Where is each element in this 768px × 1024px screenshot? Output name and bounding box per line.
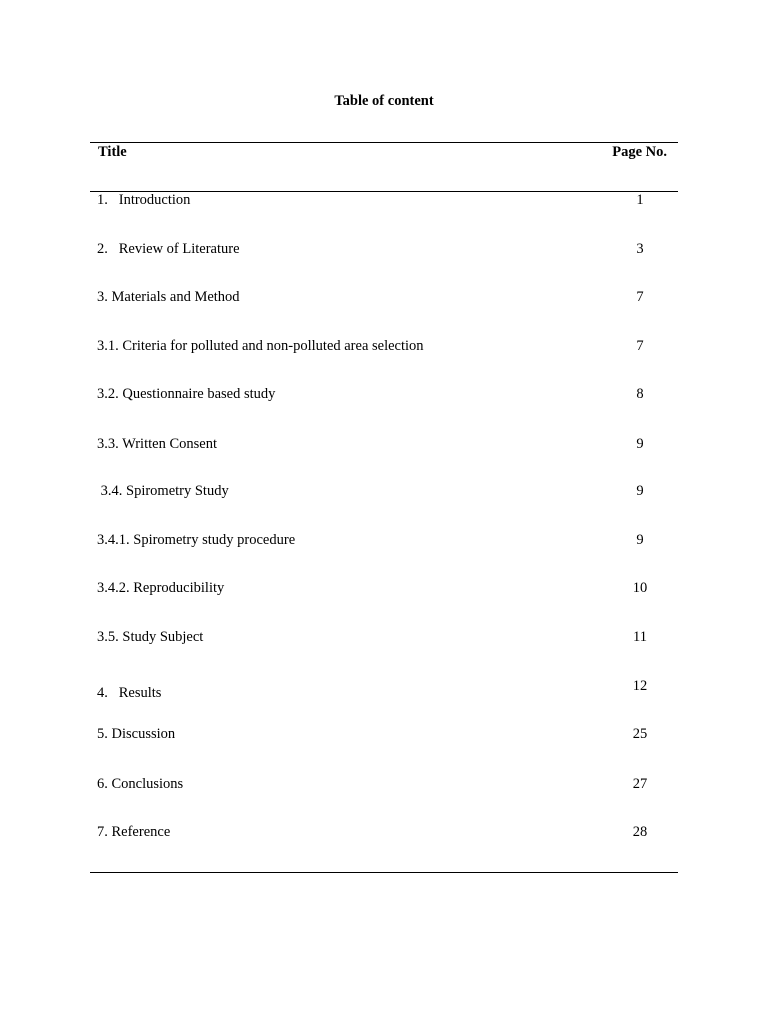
toc-entry-title: 3. Materials and Method — [97, 289, 240, 305]
toc-entry — [0, 725, 768, 745]
toc-entry-title: 6. Conclusions — [97, 776, 184, 792]
toc-entry-title: 5. Discussion — [97, 726, 176, 742]
toc-entry — [0, 823, 768, 843]
toc-entry — [0, 385, 768, 405]
toc-entry — [0, 435, 768, 455]
toc-entry-title: 3.1. Criteria for polluted and non-polluted area selection — [97, 338, 424, 354]
toc-entry-title: 3.4. Spirometry Study — [97, 483, 229, 499]
toc-entry — [0, 531, 768, 551]
toc-entry-title: 3.3. Written Consent — [97, 436, 217, 452]
toc-entry-page: 9 — [636, 532, 644, 548]
toc-entry-title: 3.4.2. Reproducibility — [97, 580, 225, 596]
toc-entry — [0, 628, 768, 648]
page-title: Table of content — [334, 93, 434, 109]
toc-entry-title: 3.4.1. Spirometry study procedure — [97, 532, 296, 548]
toc-entry-title: 2. Review of Literature — [97, 241, 240, 257]
table-bottom-rule — [90, 872, 678, 873]
toc-entry-page: 9 — [636, 436, 644, 452]
toc-entry-title: 4. Results — [97, 685, 162, 701]
toc-entry — [0, 775, 768, 795]
toc-entry — [0, 288, 768, 308]
toc-entry-title: 3.2. Questionnaire based study — [97, 386, 276, 402]
toc-entry-page: 9 — [636, 483, 644, 499]
toc-entry-page: 7 — [636, 338, 644, 354]
toc-entry — [0, 240, 768, 260]
toc-entry — [0, 482, 768, 502]
toc-entry-title: 1. Introduction — [97, 192, 191, 208]
toc-entry — [0, 677, 768, 701]
toc-entry-page: 3 — [636, 241, 644, 257]
toc-entry-page: 1 — [636, 192, 644, 208]
toc-entry-title: 3.5. Study Subject — [97, 629, 204, 645]
toc-entry — [0, 191, 768, 211]
toc-entry — [0, 337, 768, 357]
toc-entry-title: 7. Reference — [97, 824, 171, 840]
toc-entry-page: 10 — [632, 580, 648, 596]
toc-entry-page: 7 — [636, 289, 644, 305]
toc-entry-page: 11 — [633, 629, 647, 645]
toc-entry-page: 8 — [636, 386, 644, 402]
column-header-title: Title — [98, 144, 127, 160]
toc-entry — [0, 579, 768, 599]
toc-entry-page: 12 — [632, 678, 648, 694]
toc-entry-page: 28 — [632, 824, 648, 840]
toc-entry-page: 25 — [632, 726, 648, 742]
toc-entry-page: 27 — [632, 776, 648, 792]
column-header-page-no: Page No. — [612, 144, 667, 160]
